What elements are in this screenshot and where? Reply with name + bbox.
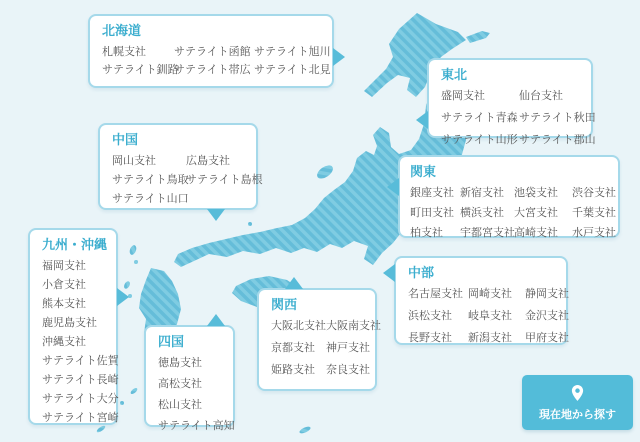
branch-item[interactable]: 松山支社	[158, 398, 202, 411]
branch-item[interactable]: 小倉支社	[42, 278, 86, 291]
branch-item[interactable]: サテライト大分	[42, 392, 119, 405]
branch-item[interactable]: サテライト島根	[186, 173, 263, 186]
branch-item[interactable]: 鹿児島支社	[42, 316, 97, 329]
branch-item[interactable]: サテライト宮崎	[42, 411, 119, 424]
region-title: 中部	[408, 266, 435, 281]
branch-item[interactable]: サテライト北見	[254, 63, 331, 76]
branch-list	[112, 154, 263, 205]
branch-item[interactable]: サテライト山口	[112, 192, 189, 205]
branch-item[interactable]: サテライト帯広	[174, 63, 251, 76]
branch-item[interactable]: 池袋支社	[514, 186, 558, 199]
locate-button[interactable]	[522, 375, 633, 430]
branch-item[interactable]: 横浜支社	[460, 206, 504, 219]
branch-item[interactable]: 徳島支社	[158, 356, 202, 369]
branch-item[interactable]: サテライト青森	[441, 111, 518, 124]
locate-button-label: 現在地から探す	[539, 407, 616, 421]
location-pin-icon	[570, 384, 585, 402]
region-title: 九州・沖縄	[42, 238, 108, 253]
branch-list	[408, 287, 569, 344]
branch-item[interactable]: サテライト秋田	[519, 111, 596, 124]
okinawa-island	[96, 424, 106, 433]
branch-item[interactable]: 神戸支社	[326, 341, 370, 354]
callout-arrow-down-icon	[207, 209, 225, 221]
region-title: 四国	[158, 335, 185, 350]
okinawa-islet	[120, 401, 124, 405]
branch-item[interactable]: 浜松支社	[408, 309, 452, 322]
branch-item[interactable]: サテライト高知	[158, 419, 235, 432]
branch-item[interactable]: サテライト函館	[174, 45, 251, 58]
branch-item[interactable]: サテライト釧路	[102, 63, 179, 76]
region-title: 関東	[410, 165, 437, 180]
tsushima-island	[128, 244, 137, 255]
branch-item[interactable]: 宇都宮支社	[460, 226, 515, 239]
branch-item[interactable]: 新宿支社	[460, 186, 504, 199]
region-title: 北海道	[102, 24, 142, 39]
branch-item[interactable]: 町田支社	[410, 206, 454, 219]
sado-island	[315, 163, 335, 182]
branch-item[interactable]: 金沢支社	[525, 309, 569, 322]
branch-item[interactable]: 渋谷支社	[572, 186, 616, 199]
branch-item[interactable]: 静岡支社	[525, 287, 569, 300]
branch-item[interactable]: 熊本支社	[42, 297, 86, 310]
branch-item[interactable]: 仙台支社	[519, 89, 563, 102]
branch-list	[102, 45, 331, 76]
branch-item[interactable]: 大阪北支社	[271, 319, 326, 332]
branch-item[interactable]: 沖縄支社	[42, 335, 86, 348]
iki-island	[134, 260, 138, 264]
branch-item[interactable]: 岡山支社	[112, 154, 156, 167]
ogasawara-island	[299, 425, 312, 435]
branch-item[interactable]: 広島支社	[186, 154, 230, 167]
region-box-tohoku	[427, 58, 596, 146]
branch-list	[42, 259, 119, 424]
callout-arrow-left-icon	[387, 178, 399, 196]
branch-item[interactable]: サテライト旭川	[254, 45, 331, 58]
callout-arrow-up-icon	[285, 277, 303, 289]
branch-item[interactable]: 高崎支社	[514, 226, 558, 239]
branch-item[interactable]: 札幌支社	[102, 45, 146, 58]
branch-item[interactable]: 水戸支社	[572, 226, 616, 239]
branch-item[interactable]: 甲府支社	[525, 331, 569, 344]
branch-item[interactable]: サテライト佐賀	[42, 354, 119, 367]
nemuro-peninsula	[466, 31, 490, 43]
branch-item[interactable]: 銀座支社	[410, 186, 454, 199]
branch-item[interactable]: 名古屋支社	[408, 287, 463, 300]
callout-arrow-left-icon	[416, 111, 428, 129]
branch-list	[271, 319, 381, 376]
branch-item[interactable]: 柏支社	[410, 226, 443, 239]
amami-island	[130, 387, 139, 395]
region-box-kansai	[257, 288, 381, 391]
branch-item[interactable]: 盛岡支社	[441, 89, 485, 102]
branch-item[interactable]: 大宮支社	[514, 206, 558, 219]
branch-item[interactable]: 岐阜支社	[468, 309, 512, 322]
branch-item[interactable]: 高松支社	[158, 377, 202, 390]
region-box-chubu	[394, 256, 568, 345]
callout-arrow-right-icon	[333, 48, 345, 66]
region-box-kyushu-okinawa	[28, 228, 118, 425]
region-box-shikoku	[144, 325, 235, 432]
branch-item[interactable]: サテライト長崎	[42, 373, 119, 386]
region-box-kanto	[398, 155, 620, 238]
branch-list	[158, 356, 235, 432]
branch-item[interactable]: 奈良支社	[326, 363, 370, 376]
branch-list	[441, 89, 596, 146]
branch-item[interactable]: 京都支社	[271, 341, 315, 354]
callout-arrow-right-icon	[117, 288, 129, 306]
branch-item[interactable]: サテライト鳥取	[112, 173, 189, 186]
branch-item[interactable]: 新潟支社	[468, 331, 512, 344]
branch-item[interactable]: 大阪南支社	[326, 319, 381, 332]
branch-item[interactable]: 長野支社	[408, 331, 452, 344]
branch-item[interactable]: サテライト山形	[441, 133, 518, 146]
branch-item[interactable]: 姫路支社	[271, 363, 315, 376]
branch-item[interactable]: 福岡支社	[42, 259, 86, 272]
region-title: 関西	[271, 298, 298, 313]
branch-item[interactable]: サテライト郡山	[519, 133, 596, 146]
callout-arrow-left-icon	[383, 264, 395, 282]
region-title: 東北	[441, 68, 468, 83]
branch-item[interactable]: 千葉支社	[572, 206, 616, 219]
oki-island	[248, 222, 252, 226]
branch-item[interactable]: 岡崎支社	[468, 287, 512, 300]
callout-arrow-up-icon	[207, 314, 225, 326]
region-box-chugoku	[98, 123, 263, 210]
region-box-hokkaido	[88, 14, 334, 88]
region-title: 中国	[112, 133, 139, 148]
branch-list	[410, 186, 616, 239]
